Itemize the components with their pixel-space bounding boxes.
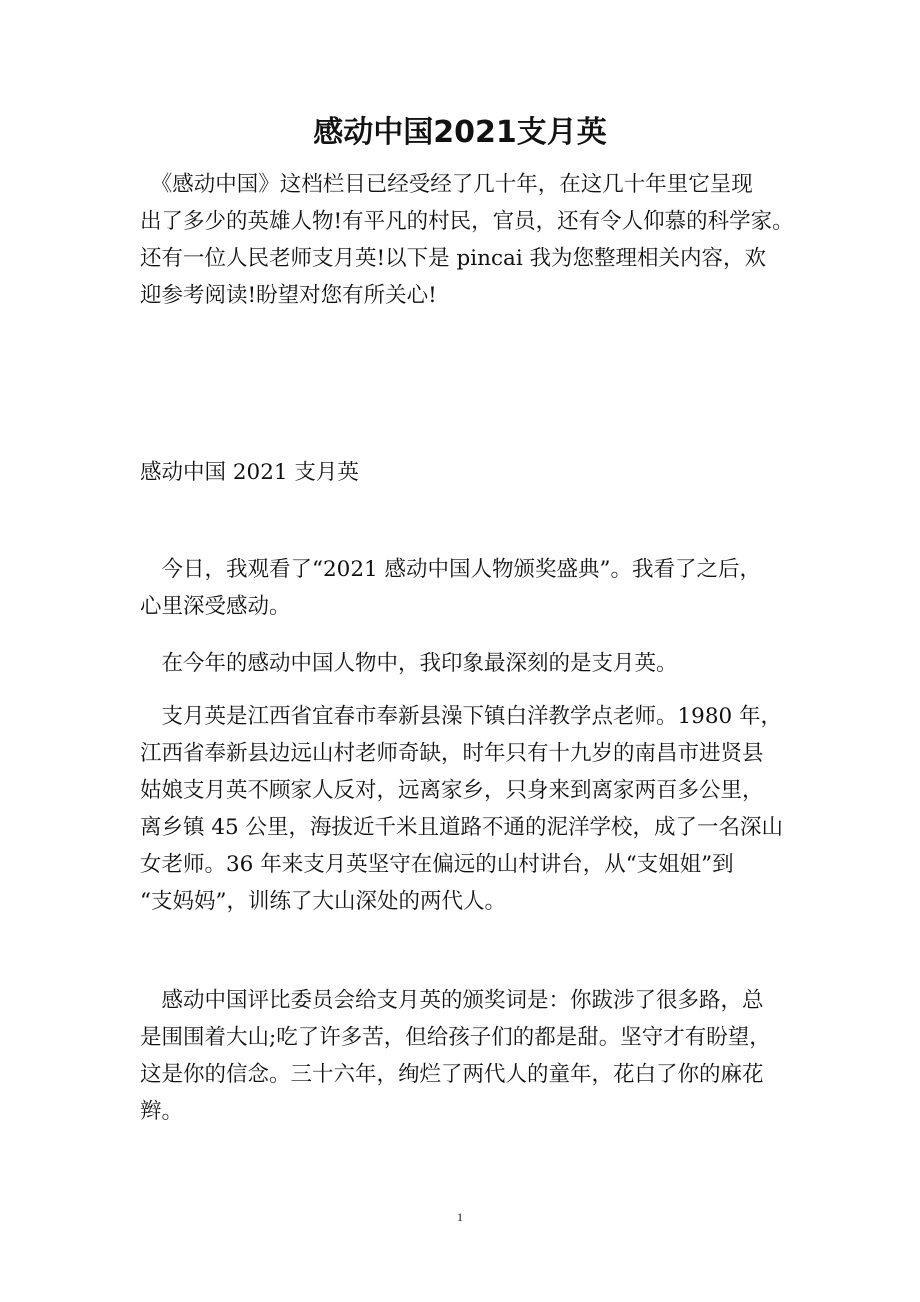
body-line: 姑娘支月英不顾家人反对，远离家乡，只身来到离家两百多公里， <box>140 778 764 803</box>
body-line: 支月英是江西省宜春市奉新县澡下镇白洋教学点老师。1980 年， <box>140 704 783 729</box>
page-number: 1 <box>457 1210 463 1224</box>
body-line: 这是你的信念。三十六年，绚烂了两代人的童年，花白了你的麻花 <box>140 1062 764 1087</box>
body-line: 心里深受感动。 <box>140 594 291 619</box>
body-line: 是围围着大山;吃了许多苦，但给孩子们的都是甜。坚守才有盼望， <box>140 1025 771 1050</box>
intro-line: 出了多少的英雄人物!有平凡的村民，官员，还有令人仰慕的科学家。 <box>140 209 794 234</box>
body-line: “支妈妈”，训练了大山深处的两代人。 <box>140 889 506 914</box>
intro-line: 迎参考阅读!盼望对您有所关心! <box>140 283 437 308</box>
body-line: 女老师。36 年来支月英坚守在偏远的山村讲台，从“支姐姐”到 <box>140 852 734 877</box>
body-line: 今日，我观看了“2021 感动中国人物颁奖盛典”。我看了之后， <box>140 557 762 582</box>
body-line: 辫。 <box>140 1099 184 1124</box>
document-title: 感动中国2021支月英 <box>313 115 607 150</box>
section-heading: 感动中国 2021 支月英 <box>140 460 359 485</box>
intro-line: 还有一位人民老师支月英!以下是 pincai 我为您整理相关内容，欢 <box>140 246 767 271</box>
body-line: 离乡镇 45 公里，海拔近千米且道路不通的泥洋学校，成了一名深山 <box>140 815 784 840</box>
body-line: 感动中国评比委员会给支月英的颁奖词是：你跋涉了很多路，总 <box>140 988 764 1013</box>
body-line: 在今年的感动中国人物中，我印象最深刻的是支月英。 <box>140 651 678 676</box>
body-line: 江西省奉新县边远山村老师奇缺，时年只有十九岁的南昌市进贤县 <box>140 741 764 766</box>
intro-line: 《感动中国》这档栏目已经受经了几十年，在这几十年里它呈现 <box>140 172 753 197</box>
